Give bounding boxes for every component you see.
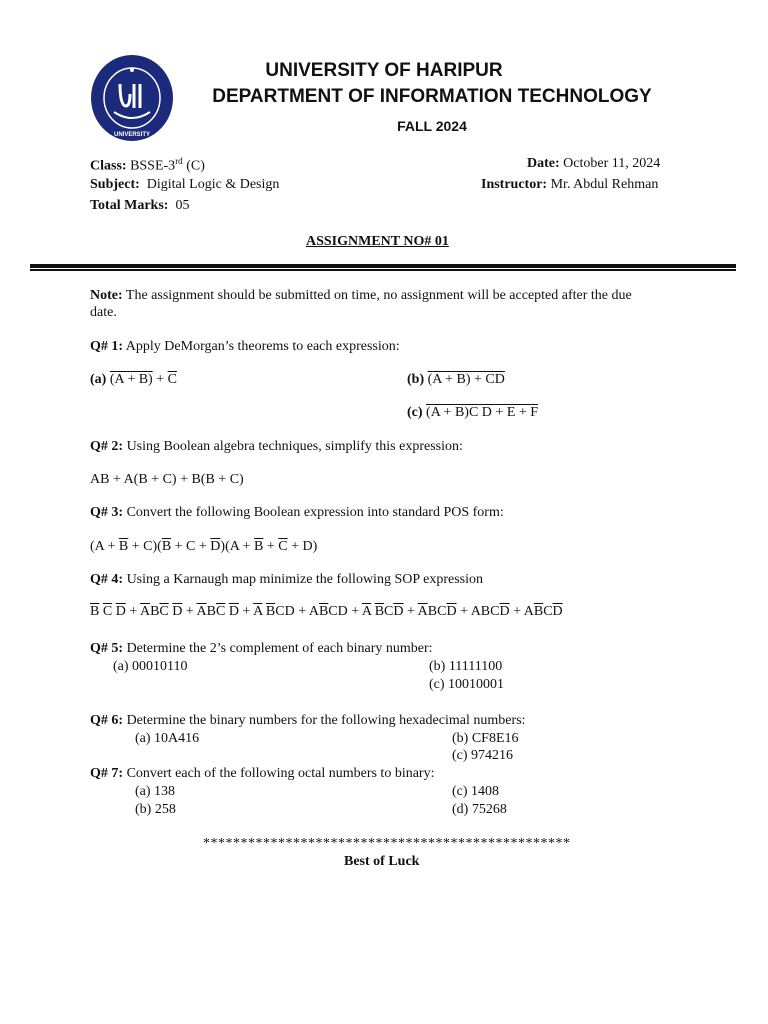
q1-part-a: (a) $(A + B) + \overline{C}$ — [90, 372, 177, 387]
question-3: Q# 3: Convert the following Boolean expression into standard POS form: — [90, 505, 504, 520]
q7-part-a: (a) 138 — [135, 784, 176, 799]
question-6: Q# 6: Determine the binary numbers for the following hexadecimal numbers: — [90, 713, 526, 728]
q6-part-b: (b) CF8E16 — [452, 731, 519, 746]
question-7: Q# 7: Convert each of the following octal numbers to binary: — [90, 766, 435, 781]
department-name: DEPARTMENT OF INFORMATION TECHNOLOGY — [212, 86, 652, 107]
q7-part-c: (c) 1408 — [452, 784, 500, 799]
marks-field: Total Marks: 05 — [90, 198, 190, 213]
class-field: Class: BSSE-3rd (C) — [90, 156, 205, 174]
question-1: Q# 1: Apply DeMorgan’s theorems to each expression: — [90, 339, 400, 354]
q1-part-c: (c) (A + B)C D + E + F — [407, 405, 539, 420]
q5-part-c: (c) 10010001 — [429, 677, 505, 692]
date-field: Date: October 11, 2024 — [527, 156, 661, 171]
q2-expression: AB + A(B + C) + B(B + C) — [90, 472, 244, 487]
q5-part-b: (b) 11111100 — [429, 659, 503, 674]
svg-text:UNIVERSITY: UNIVERSITY — [113, 132, 151, 138]
divider — [30, 264, 736, 268]
question-2: Q# 2: Using Boolean algebra techniques, simplify this expression: — [90, 439, 463, 454]
q7-part-b: (b) 258 — [135, 802, 176, 817]
question-4: Q# 4: Using a Karnaugh map minimize the following SOP expression — [90, 572, 483, 587]
q1-part-b: (b) (A + B) + CD — [407, 372, 505, 387]
q5-part-a: (a) 00010110 — [113, 659, 188, 674]
q7-part-d: (d) 75268 — [452, 802, 507, 817]
assignment-title: ASSIGNMENT NO# 01 — [306, 234, 449, 249]
university-name: UNIVERSITY OF HARIPUR — [265, 60, 503, 81]
term: FALL 2024 — [397, 118, 467, 134]
instructor-field: Instructor: Mr. Abdul Rehman — [481, 177, 659, 192]
subject-field: Subject: Digital Logic & Design — [90, 177, 280, 192]
divider — [30, 269, 736, 271]
q3-expression: $(A + \overline{B} + C)(\overline{B} + C + \overline{D})(A + \overline{B} + \overline{C} + D)$ — [90, 539, 318, 554]
q6-part-a: (a) 10A416 — [135, 731, 200, 746]
q6-part-c: (c) 974216 — [452, 748, 514, 763]
q4-expression: $\overline{B}$ $\overline{C}$ $\overline{D} + \overline{A}B\overline{C}$ $\overline{D} + \overline{A}B\overline{C}$ $\overline{D} + \overline{A}$ $\overline{B}CD + A\overline{B}CD + \overline{A}$ $\overline{B}C\overline{D} + \overline{A}BC\overline{D} + ABC\overline{D} + A\overline{B}C\overline{D}$ — [90, 604, 563, 619]
best-of-luck: Best of Luck — [344, 854, 420, 869]
separator-stars: ************************************************* — [203, 836, 571, 851]
question-5: Q# 5: Determine the 2’s complement of each binary number: — [90, 641, 433, 656]
note: Note: The assignment should be submitted on time, no assignment will be accepted after the due — [90, 288, 632, 303]
note-line2: date. — [90, 305, 117, 320]
